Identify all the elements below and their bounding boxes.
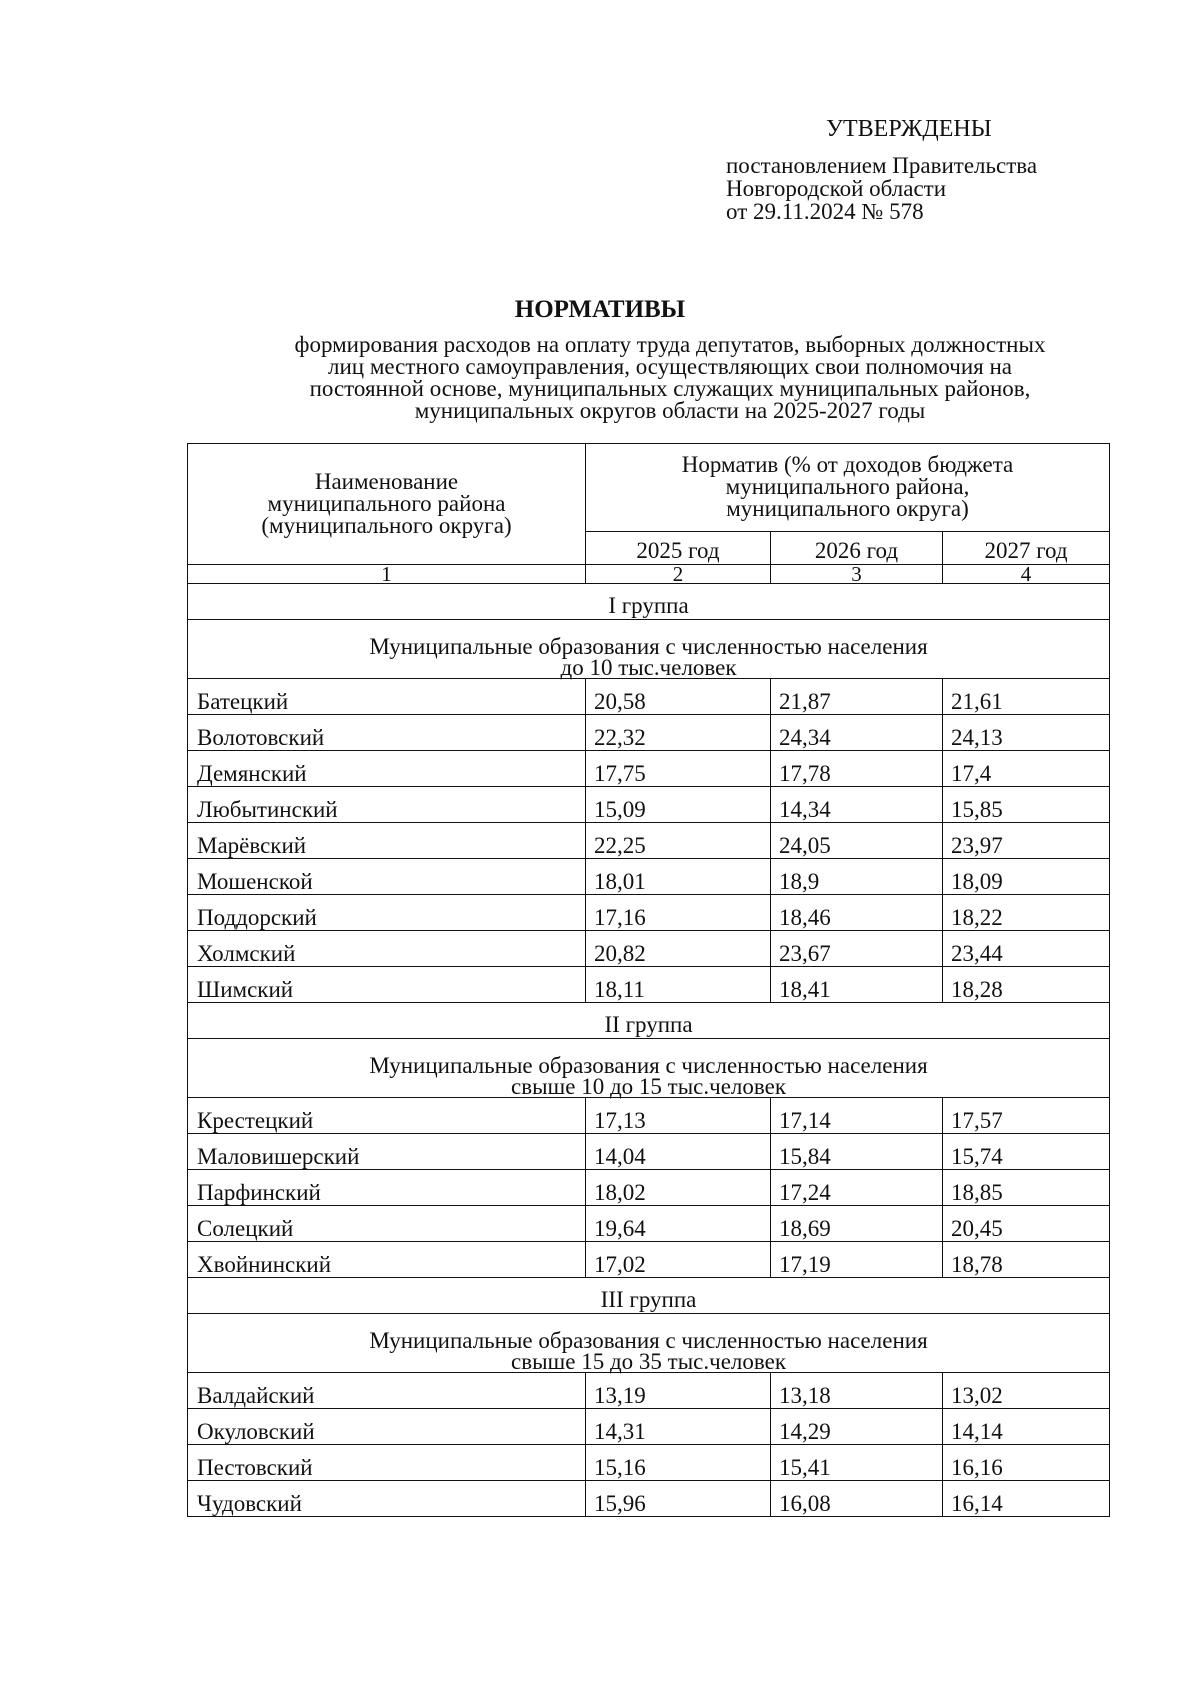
value-2027: 24,13 [943, 715, 1110, 751]
group-title-row [188, 584, 1110, 620]
table-row [188, 967, 1110, 1003]
column-number: 1 [188, 565, 586, 584]
group-title-row [188, 1003, 1110, 1039]
group-description: Муниципальные образования с численностью населения свыше 15 до 35 тыс.человек [188, 1314, 1110, 1373]
value-2025: 18,11 [586, 967, 771, 1003]
value-2026: 17,14 [771, 1098, 943, 1134]
value-2027: 17,4 [943, 751, 1110, 787]
table-row [188, 715, 1110, 751]
value-2026: 18,9 [771, 859, 943, 895]
value-2026: 18,69 [771, 1206, 943, 1242]
value-2026: 24,05 [771, 823, 943, 859]
document-title: НОРМАТИВЫ [514, 296, 686, 323]
subtitle-line: муниципальных округов области на 2025-2027 годы [414, 398, 926, 423]
value-2025: 22,32 [586, 715, 771, 751]
municipality-name: Чудовский [188, 1481, 586, 1517]
table-row [188, 823, 1110, 859]
value-2026: 14,34 [771, 787, 943, 823]
table-row [188, 1242, 1110, 1278]
table-row [188, 1409, 1110, 1445]
table-row [188, 1170, 1110, 1206]
table-row [188, 787, 1110, 823]
municipality-name: Хвойнинский [188, 1242, 586, 1278]
value-2026: 15,41 [771, 1445, 943, 1481]
value-2027: 14,14 [943, 1409, 1110, 1445]
table-row [188, 1373, 1110, 1409]
table-row [188, 895, 1110, 931]
column-number: 2 [586, 565, 771, 584]
municipality-name: Шимский [188, 967, 586, 1003]
group-description-row [188, 620, 1110, 679]
group-description-row [188, 1039, 1110, 1098]
municipality-name: Марёвский [188, 823, 586, 859]
value-2026: 24,34 [771, 715, 943, 751]
table-row [188, 1134, 1110, 1170]
value-2025: 22,25 [586, 823, 771, 859]
value-2026: 15,84 [771, 1134, 943, 1170]
table-row [188, 1481, 1110, 1517]
value-2027: 20,45 [943, 1206, 1110, 1242]
municipality-name: Поддорский [188, 895, 586, 931]
value-2027: 23,97 [943, 823, 1110, 859]
table-row [188, 1445, 1110, 1481]
municipality-name: Пестовский [188, 1445, 586, 1481]
value-2026: 17,78 [771, 751, 943, 787]
municipality-name: Окуловский [188, 1409, 586, 1445]
value-2026: 21,87 [771, 679, 943, 715]
table-row [188, 1098, 1110, 1134]
value-2026: 18,46 [771, 895, 943, 931]
value-2025: 20,82 [586, 931, 771, 967]
value-2025: 15,96 [586, 1481, 771, 1517]
value-2027: 15,85 [943, 787, 1110, 823]
approval-stamp [726, 118, 1037, 223]
municipality-name: Солецкий [188, 1206, 586, 1242]
municipality-name: Маловишерский [188, 1134, 586, 1170]
value-2027: 13,02 [943, 1373, 1110, 1409]
value-2025: 17,13 [586, 1098, 771, 1134]
value-2025: 18,01 [586, 859, 771, 895]
municipality-name: Валдайский [188, 1373, 586, 1409]
municipality-name: Парфинский [188, 1170, 586, 1206]
document-subtitle [190, 334, 1150, 422]
approval-line-2: Новгородской области [726, 176, 947, 201]
value-2027: 16,16 [943, 1445, 1110, 1481]
value-2027: 16,14 [943, 1481, 1110, 1517]
municipality-name: Волотовский [188, 715, 586, 751]
value-2026: 18,41 [771, 967, 943, 1003]
table-row [188, 679, 1110, 715]
group-title: II группа [188, 1003, 1110, 1039]
value-2027: 23,44 [943, 931, 1110, 967]
value-2025: 17,75 [586, 751, 771, 787]
value-2026: 16,08 [771, 1481, 943, 1517]
value-2027: 18,78 [943, 1242, 1110, 1278]
value-2025: 14,31 [586, 1409, 771, 1445]
column-number: 3 [771, 565, 943, 584]
header-year-2026: 2026 год [771, 531, 943, 564]
table-row [188, 931, 1110, 967]
group-title: I группа [188, 584, 1110, 620]
value-2027: 18,85 [943, 1170, 1110, 1206]
value-2027: 17,57 [943, 1098, 1110, 1134]
group-title-row [188, 1278, 1110, 1314]
municipality-name: Батецкий [188, 679, 586, 715]
value-2026: 23,67 [771, 931, 943, 967]
approval-line-1: постановлением Правительства [726, 153, 1038, 178]
value-2027: 18,22 [943, 895, 1110, 931]
municipality-name: Крестецкий [188, 1098, 586, 1134]
group-description-row [188, 1314, 1110, 1373]
subtitle-line: формирования расходов на оплату труда депутатов, выборных должностных [294, 332, 1046, 357]
value-2026: 17,24 [771, 1170, 943, 1206]
value-2025: 17,16 [586, 895, 771, 931]
value-2025: 18,02 [586, 1170, 771, 1206]
value-2027: 15,74 [943, 1134, 1110, 1170]
header-year-2027: 2027 год [943, 531, 1110, 564]
municipality-name: Любытинский [188, 787, 586, 823]
municipality-name: Демянский [188, 751, 586, 787]
header-norm: Норматив (% от доходов бюджета муниципального района, муниципального округа) [586, 444, 1110, 532]
header-municipality-name: Наименование муниципального района (муниципального округа) [188, 444, 586, 565]
column-number: 4 [943, 565, 1110, 584]
norms-table [187, 443, 1110, 1517]
value-2025: 14,04 [586, 1134, 771, 1170]
value-2025: 15,09 [586, 787, 771, 823]
subtitle-line: постоянной основе, муниципальных служащих муниципальных районов, [309, 376, 1031, 401]
value-2026: 17,19 [771, 1242, 943, 1278]
municipality-name: Мошенской [188, 859, 586, 895]
value-2027: 18,28 [943, 967, 1110, 1003]
municipality-name: Холмский [188, 931, 586, 967]
value-2027: 21,61 [943, 679, 1110, 715]
group-title: III группа [188, 1278, 1110, 1314]
approval-line-3: от 29.11.2024 № 578 [726, 199, 924, 224]
header-year-2025: 2025 год [586, 531, 771, 564]
value-2026: 14,29 [771, 1409, 943, 1445]
value-2025: 17,02 [586, 1242, 771, 1278]
column-number-row [188, 565, 1110, 584]
table-row [188, 751, 1110, 787]
subtitle-line: лиц местного самоуправления, осуществляющих свои полномочия на [328, 354, 1012, 379]
group-description: Муниципальные образования с численностью населения до 10 тыс.человек [188, 620, 1110, 679]
value-2025: 13,19 [586, 1373, 771, 1409]
approval-heading: УТВЕРЖДЕНЫ [826, 116, 992, 142]
table-row [188, 1206, 1110, 1242]
value-2026: 13,18 [771, 1373, 943, 1409]
value-2025: 15,16 [586, 1445, 771, 1481]
table-row [188, 859, 1110, 895]
value-2027: 18,09 [943, 859, 1110, 895]
value-2025: 20,58 [586, 679, 771, 715]
group-description: Муниципальные образования с численностью населения свыше 10 до 15 тыс.человек [188, 1039, 1110, 1098]
value-2025: 19,64 [586, 1206, 771, 1242]
